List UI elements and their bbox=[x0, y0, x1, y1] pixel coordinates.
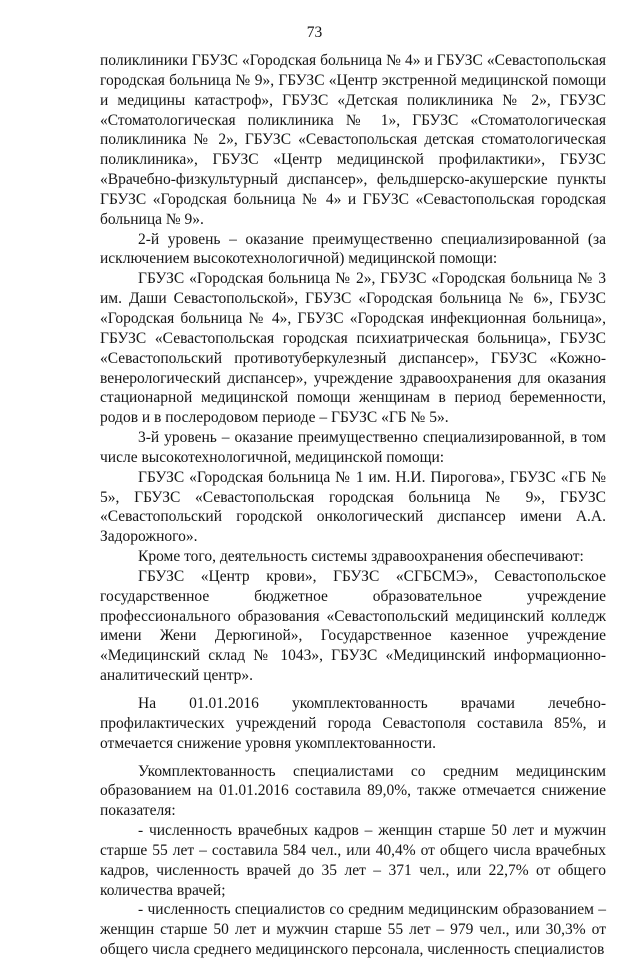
paragraph-level3-list: ГБУЗС «Городская больница № 1 им. Н.И. Пирогова», ГБУЗС «ГБ № 5», ГБУЗС «Севастопольская городская больница № 9», ГБУЗС «Севастопольский городской онкологический диспансер имени А.А. Задорожного». bbox=[100, 468, 606, 546]
paragraph-level2-heading: 2-й уровень – оказание преимущественно специализированной (за исключением высокотехнологичной) медицинской помощи: bbox=[100, 230, 606, 268]
paragraph-level3-heading: 3-й уровень – оказание преимущественно специализированной, в том числе высокотехнологичной, медицинской помощи: bbox=[100, 429, 606, 466]
paragraph-level1-continued: поликлиники ГБУЗС «Городская больница № 4» и ГБУЗС «Севастопольская городская больница № 9», ГБУЗС «Центр экстренной медицинской помощи и медицины катастроф», ГБУЗС «Детская поликлиника № 2», ГБУЗС «Стоматологическая поликлиника № 1», ГБУЗС «Стоматологическая поликлиника № 2», ГБУЗС «Севастопольская детская стоматологическая поликлиника», ГБУЗС «Центр медицинской профилактики», ГБУЗС «Врачебно-физкультурный диспансер», фельдшерско-акушерские пункты ГБУЗС «Городская больница № 4» и ГБУЗС «Севастопольская городская больница № 9». bbox=[100, 52, 606, 228]
paragraph-level2-list: ГБУЗС «Городская больница № 2», ГБУЗС «Городская больница № 3 им. Даши Севастопольской», ГБУЗС «Городская больница № 6», ГБУЗС «Городская больница № 4», ГБУЗС «Городская инфекционная больница», ГБУЗС «Севастопольская городская психиатрическая больница», ГБУЗС «Севастопольский противотуберкулезный диспансер», ГБУЗС «Кожно-венерологический диспансер», учреждение здравоохранения для оказания стационарной медицинской помощи женщинам в период беременности, родов и в послеродовом периоде – ГБУЗС «ГБ № 5». bbox=[100, 270, 606, 427]
document-body bbox=[100, 51, 606, 960]
page-number: 73 bbox=[306, 24, 323, 41]
paragraph-doctor-age-stats: - численность врачебных кадров – женщин старше 50 лет и мужчин старше 55 лет – составила 584 чел., или 40,4% от общего числа врачебных кадров, численность врачей до 35 лет – 371 чел., или 22,7% от общего количества врачей; bbox=[100, 822, 606, 899]
paragraph-nurse-staffing: Укомплектованность специалистами со средним медицинским образованием на 01.01.2016 составила 89,0%, также отмечается снижение показателя: bbox=[100, 762, 606, 820]
paragraph-doctor-staffing: На 01.01.2016 укомплектованность врачами лечебно-профилактических учреждений города Севастополя составила 85%, и отмечается снижение уровня укомплектованности. bbox=[100, 695, 606, 752]
paragraph-additional-heading: Кроме того, деятельность системы здравоохранения обеспечивают: bbox=[138, 548, 584, 566]
paragraph-nurse-age-stats: - численность специалистов со средним медицинским образованием – женщин старше 50 лет и мужчин старше 55 лет – 979 чел., или 30,3% от общего числа среднего медицинского персонала, численность специалистов bbox=[100, 901, 606, 959]
paragraph-additional-list: ГБУЗС «Центр крови», ГБУЗС «СГБСМЭ», Севастопольское государственное бюджетное образовательное учреждение профессионального образования «Севастопольский медицинский колледж имени Жени Дерюгиной», Государственное казенное учреждение «Медицинский склад № 1043», ГБУЗС «Медицинский информационно-аналитический центр». bbox=[100, 567, 606, 685]
